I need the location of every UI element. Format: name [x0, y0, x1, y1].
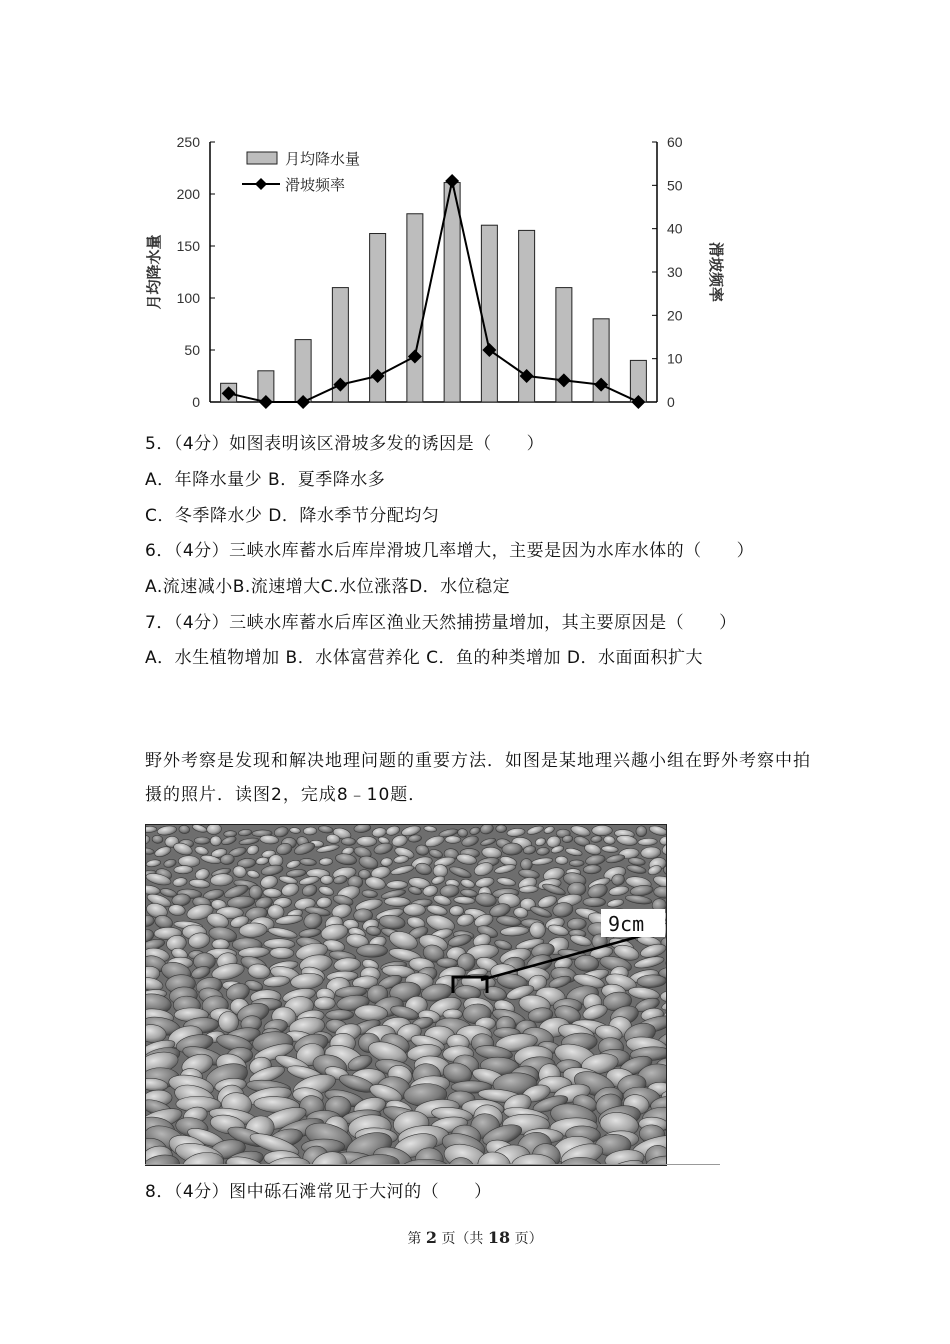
precipitation-bar	[481, 225, 497, 402]
legend-line-label: 滑坡频率	[285, 176, 346, 194]
page-footer	[0, 1228, 950, 1248]
left-tick-label: 150	[176, 238, 200, 254]
footer-suffix: 页）	[514, 1231, 543, 1247]
right-tick-label: 50	[667, 177, 683, 194]
precipitation-bar	[407, 214, 423, 402]
left-axis-label: 月均降水量	[145, 234, 163, 310]
question-7-options: A．水生植物增加 B．水体富营养化 C．鱼的种类增加 D．水面面积扩大	[145, 648, 703, 668]
question-5: 5．（4分）如图表明该区滑坡多发的诱因是（ ）	[145, 434, 545, 454]
gravel-beach-photo	[145, 824, 667, 1166]
left-tick-label: 50	[184, 342, 200, 358]
question-6: 6．（4分）三峡水库蓄水后库岸滑坡几率增大，主要是因为水库水体的（ ）	[145, 541, 755, 561]
landslide-frequency-line	[229, 181, 639, 402]
right-tick-label: 60	[667, 134, 683, 150]
right-tick-label: 30	[667, 264, 683, 280]
right-tick-label: 40	[667, 220, 683, 237]
left-tick-label: 250	[176, 134, 200, 150]
footer-mid: 页（共	[441, 1231, 484, 1247]
footer-total-pages: 18	[487, 1228, 511, 1247]
legend-line-marker	[255, 178, 267, 190]
right-tick-label: 0	[667, 394, 675, 410]
section-intro: 野外考察是发现和解决地理问题的重要方法．如图是某地理兴趣小组在野外考察中拍摄的照片．读图2，完成8﹣10题．	[145, 751, 811, 805]
left-tick-label: 100	[176, 290, 200, 306]
legend-bar-label: 月均降水量	[285, 150, 361, 168]
left-tick-label: 200	[176, 186, 200, 202]
precipitation-bar	[295, 340, 311, 402]
precipitation-landslide-chart	[135, 125, 775, 420]
right-axis-label: 滑坡频率	[707, 241, 725, 303]
left-tick-label: 0	[192, 394, 200, 410]
legend-bar-swatch	[247, 152, 277, 164]
precipitation-bar	[444, 183, 460, 402]
question-5-options-ab: A．年降水量少 B．夏季降水多	[145, 470, 386, 490]
footer-page-number: 2	[425, 1228, 437, 1247]
question-6-options: A.流速减小B.流速增大C.水位涨落D．水位稳定	[145, 577, 511, 597]
photo-divider	[145, 1164, 720, 1165]
question-8: 8．（4分）图中砾石滩常见于大河的（ ）	[145, 1182, 492, 1202]
right-tick-label: 20	[667, 307, 683, 324]
footer-prefix: 第	[407, 1231, 422, 1247]
right-tick-label: 10	[667, 350, 683, 367]
question-5-options-cd: C．冬季降水少 D．降水季节分配均匀	[145, 506, 440, 526]
question-7: 7．（4分）三峡水库蓄水后库区渔业天然捕捞量增加，其主要原因是（ ）	[145, 613, 737, 633]
scale-label: 9cm	[608, 912, 645, 936]
